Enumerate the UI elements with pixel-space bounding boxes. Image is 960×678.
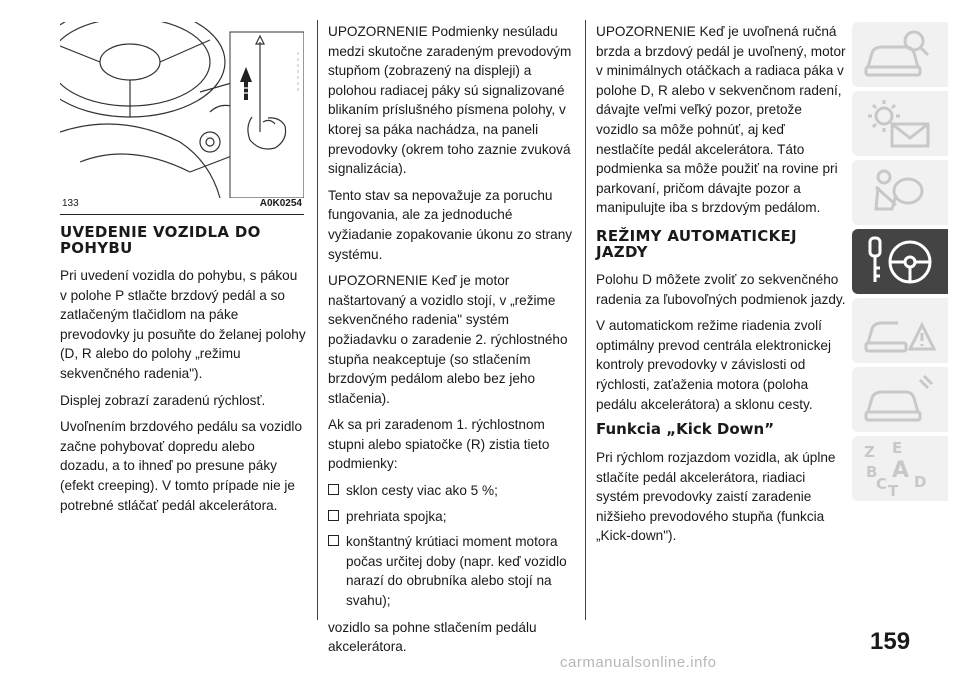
- index-letter: C: [876, 475, 888, 493]
- tab-emergency[interactable]: [852, 298, 948, 363]
- tab-maintenance[interactable]: [852, 367, 948, 432]
- car-search-icon: [862, 27, 938, 83]
- index-letter: Z: [864, 443, 875, 461]
- key-steering-wheel-icon: [862, 234, 938, 290]
- tab-starting-driving[interactable]: [852, 229, 948, 294]
- list-item-text: sklon cesty viac ako 5 %;: [346, 483, 498, 499]
- dashboard-lights-icon: [862, 96, 938, 152]
- column-divider: [317, 20, 318, 620]
- paragraph: Displej zobrazí zaradenú rýchlosť.: [60, 392, 266, 408]
- tab-index[interactable]: [852, 436, 948, 501]
- tab-safety[interactable]: [852, 160, 948, 225]
- alphabet-index-icon: [862, 441, 938, 497]
- bullet-box-icon: [328, 535, 339, 546]
- index-letter: T: [888, 482, 899, 497]
- list-item-text: konštantný krútiaci moment motora počas určitej doby (napr. keď vozidlo narazí do obrubníka alebo stojí na svahu);: [346, 534, 567, 609]
- paragraph: Tento stav sa nepovažuje za poruchu fungovania, ale za jednoduché vyžiadanie zopakovanie úkonu zo strany systému.: [328, 187, 573, 262]
- car-maintenance-icon: [862, 372, 938, 428]
- section-heading-automatic-modes: REŽIMY AUTOMATICKEJ JAZDY: [596, 226, 797, 261]
- condition-list: [328, 481, 576, 611]
- list-item: [328, 481, 576, 501]
- paragraph: Ak sa pri zaradenom 1. rýchlostnom stupni alebo spiatočke (R) zistia tieto podmienky:: [328, 417, 550, 472]
- index-letter: E: [892, 441, 903, 457]
- column-2: [328, 22, 576, 664]
- column-divider: [585, 20, 586, 620]
- figure-caption: [60, 196, 304, 215]
- watermark: carmanualsonline.info: [560, 654, 717, 671]
- index-letter: D: [914, 473, 927, 491]
- warning-emergency-icon: [862, 303, 938, 359]
- safety-airbag-icon: [862, 165, 938, 221]
- tab-dashboard-lights[interactable]: [852, 91, 948, 156]
- figure-code: A0K0254: [259, 198, 302, 209]
- column-3: [596, 22, 846, 553]
- index-letter: A: [892, 458, 910, 483]
- paragraph: Uvoľnením brzdového pedálu sa vozidlo začne pohybovať dopredu alebo dozadu, a to ihneď po presune páky (efekt creeping). V tomto prípade nie je potrebné stláčať pedál akcelerátora.: [60, 419, 302, 513]
- warning-paragraph: UPOZORNENIE Keď je motor naštartovaný a vozidlo stojí, v „režime sekvenčného radenia" systém požiadavku o zaradenie 2. rýchlostného stupňa neakceptuje (so stlačením brzdovým pedálom alebo bez jeho stlačenia).: [328, 273, 568, 406]
- warning-paragraph: UPOZORNENIE Keď je uvoľnená ručná brzda a brzdový pedál je uvoľnený, motor v minimálnych otáčkach a radiaca páka v polohe D, R alebo v sekvenčnom radení, dávajte veľmi veľký pozor, pretože vozidlo sa môže pohnúť, aj keď nestlačíte pedál akcelerátora. Táto podmienka sa môže použiť na rovine pri parkovaní, pričom dávajte pozor a manipulujte iba s brzdovým pedálom.: [596, 24, 846, 216]
- list-item: [328, 532, 576, 610]
- page-number: 159: [870, 628, 911, 655]
- list-item-text: prehriata spojka;: [346, 508, 447, 524]
- tab-car-search[interactable]: [852, 22, 948, 87]
- list-item: [328, 507, 576, 527]
- column-1: [60, 224, 306, 522]
- figure-number: 133: [62, 198, 79, 209]
- paragraph: Pri rýchlom rozjazdom vozidla, ak úplne stlačíte pedál akcelerátora, riadiaci systém prevodovky zaistí zaradenie nižšieho prevodového stupňa (funkcia „Kick-down").: [596, 450, 836, 544]
- paragraph: vozidlo sa pohne stlačením pedálu akcelerátora.: [328, 619, 537, 655]
- section-heading-start-vehicle: UVEDENIE VOZIDLA DO POHYBU: [60, 223, 261, 257]
- paragraph: Pri uvedení vozidla do pohybu, s pákou v polohe P stlačte brzdový pedál a so zatlačeným tlačidlom na páke prevodovky ju posuňte do želanej polohy (D, R alebo do polohy „režimu sekvenčného radenia").: [60, 268, 306, 381]
- section-heading-kick-down: Funkcia „Kick Down”: [596, 420, 775, 439]
- figure-steering-wheel-illustration: [60, 22, 304, 214]
- chapter-tabs-sidebar: [852, 22, 948, 505]
- index-letter: B: [866, 463, 878, 481]
- bullet-box-icon: [328, 484, 339, 495]
- warning-paragraph: UPOZORNENIE Podmienky nesúladu medzi skutočne zaradeným prevodovým stupňom (zobrazený na displeji) a polohou radiacej páky sú signalizované blikaním príslušného písmena polohy, v ktorej sa páka nachádza, na paneli prevodovky (okrem toho zaznie zvuková signalizácia).: [328, 24, 572, 177]
- bullet-box-icon: [328, 510, 339, 521]
- paragraph: Polohu D môžete zvoliť zo sekvenčného radenia za ľubovoľných podmienok jazdy.: [596, 271, 846, 307]
- paragraph: V automatickom režime riadenia zvolí optimálny prevod centrála elektronickej kontroly prevodovky v závislosti od rýchlosti, zaťaženia motora (poloha pedálu akcelerátora) a sklonu cesty.: [596, 318, 831, 412]
